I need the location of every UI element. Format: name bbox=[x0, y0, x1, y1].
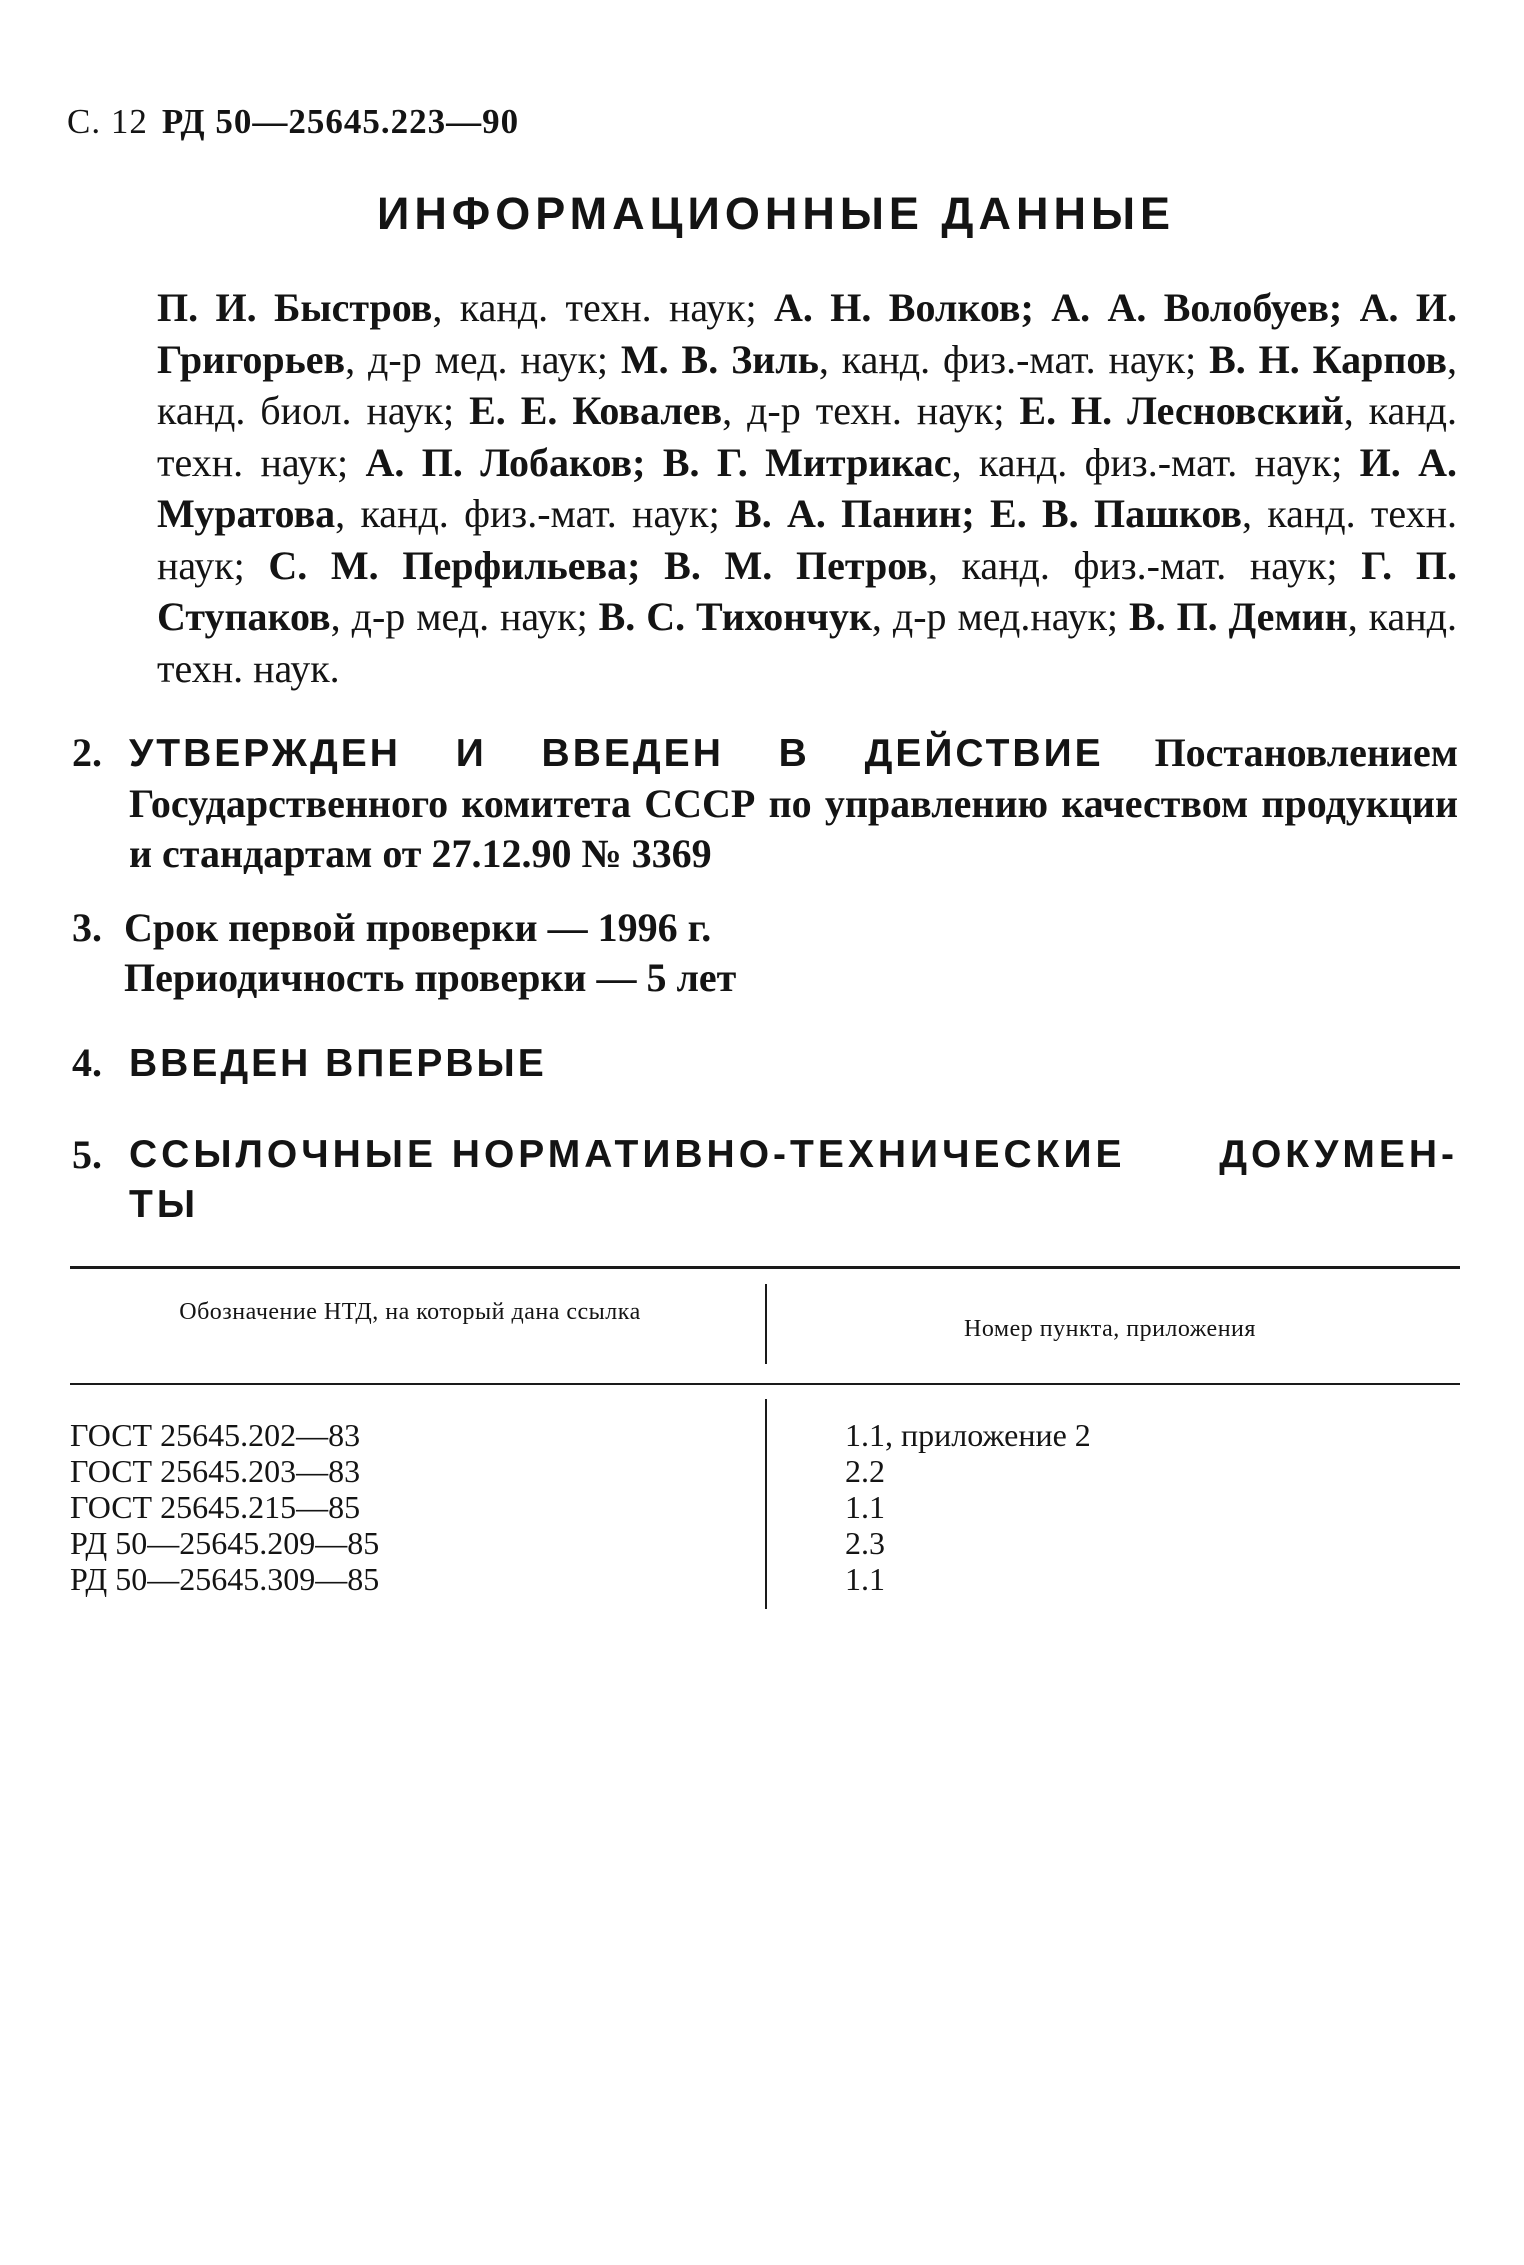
author-degree: , канд. физ.-мат. наук; bbox=[951, 439, 1360, 485]
heading-part: ССЫЛОЧНЫЕ НОРМАТИВНО-ТЕХНИЧЕСКИЕ bbox=[129, 1133, 1126, 1176]
author-name: Е. Н. Лесновский bbox=[1019, 388, 1344, 433]
author-name: Е. В. Пашков bbox=[990, 491, 1242, 536]
table-row bbox=[70, 1417, 1460, 1453]
table-row bbox=[70, 1525, 1460, 1561]
page-number: С. 12 bbox=[67, 102, 148, 141]
table-body bbox=[70, 1417, 1460, 1597]
clause-reference: 2.2 bbox=[845, 1453, 885, 1489]
document-designation: ГОСТ 25645.215—85 bbox=[70, 1489, 361, 1525]
clause-reference: 1.1 bbox=[845, 1561, 885, 1597]
document-code: РД 50—25645.223—90 bbox=[161, 102, 520, 141]
item-text: Постановлением Государственного комитета СССР по управлению качеством продукции и стандартам от 27.12.90 № 3369 bbox=[129, 730, 1458, 876]
author-degree: , канд. физ.-мат. наук; bbox=[927, 542, 1362, 588]
table-row bbox=[70, 1561, 1460, 1597]
item-number: 2. bbox=[72, 730, 102, 775]
author-degree: , канд. техн. наук; bbox=[157, 388, 1457, 485]
clause-reference: 1.1 bbox=[845, 1489, 885, 1525]
header-column-divider bbox=[765, 1284, 767, 1364]
author-name: Г. П. Ступаков bbox=[157, 542, 1457, 639]
item-heading bbox=[129, 1130, 1458, 1230]
heading-part: ДОКУМЕН- bbox=[1219, 1133, 1458, 1176]
author-name: Е. Е. Ковалев bbox=[469, 388, 723, 433]
clause-reference: 2.3 bbox=[845, 1525, 885, 1561]
author-name: А. А. Волобуев; bbox=[1051, 285, 1360, 330]
author-name: А. И. Григорьев bbox=[157, 285, 1457, 382]
author-degree: , канд. физ.-мат. наук; bbox=[818, 336, 1210, 382]
author-name: А. Н. Волков; bbox=[774, 285, 1052, 330]
document-designation: РД 50—25645.209—85 bbox=[70, 1525, 380, 1561]
review-period-line: Периодичность проверки — 5 лет bbox=[124, 955, 737, 1000]
item-number: 3. bbox=[72, 905, 102, 950]
table-row bbox=[70, 1489, 1460, 1525]
author-degree: , д-р мед.наук; bbox=[871, 594, 1129, 639]
item-body bbox=[129, 728, 1458, 879]
author-degree: , канд. техн. наук. bbox=[157, 594, 1457, 691]
page-title: ИНФОРМАЦИОННЫЕ ДАННЫЕ bbox=[376, 188, 1176, 239]
author-degree: , канд. биол. наук; bbox=[157, 336, 1457, 433]
author-degree: , канд. техн. наук; bbox=[432, 285, 775, 330]
item-heading: ВВЕДЕН ВПЕРВЫЕ bbox=[129, 1042, 547, 1085]
author-name: И. А. Муратова bbox=[157, 439, 1458, 536]
author-name: П. И. Быстров bbox=[157, 285, 433, 330]
header-bottom-rule bbox=[70, 1383, 1460, 1385]
document-designation: ГОСТ 25645.203—83 bbox=[70, 1453, 361, 1489]
item-number: 4. bbox=[72, 1040, 102, 1085]
first-review-line: Срок первой проверки — 1996 г. bbox=[124, 905, 712, 950]
author-name: А. П. Лобаков; bbox=[365, 439, 663, 485]
author-name: М. В. Зиль bbox=[620, 336, 819, 382]
author-name: В. Г. Митрикас bbox=[662, 439, 952, 485]
heading-part: ТЫ bbox=[129, 1183, 200, 1226]
item-heading: УТВЕРЖДЕН И ВВЕДЕН В ДЕЙСТВИЕ bbox=[129, 732, 1104, 775]
item-number: 5. bbox=[72, 1132, 102, 1177]
author-degree: , канд. физ.-мат. наук; bbox=[335, 491, 736, 536]
table-top-rule bbox=[70, 1266, 1460, 1269]
clause-reference: 1.1, приложение 2 bbox=[845, 1417, 1091, 1453]
author-name: В. П. Демин bbox=[1128, 594, 1348, 639]
column-header-clause: Номер пункта, приложения bbox=[964, 1316, 1256, 1342]
page-header bbox=[67, 102, 519, 142]
column-header-document: Обозначение НТД, на который дана ссылка bbox=[179, 1299, 641, 1325]
document-designation: РД 50—25645.309—85 bbox=[70, 1561, 380, 1597]
author-name: В. С. Тихончук bbox=[598, 594, 872, 639]
author-name: С. М. Перфильева; bbox=[268, 542, 665, 588]
author-name: В. Н. Карпов bbox=[1209, 336, 1447, 382]
document-designation: ГОСТ 25645.202—83 bbox=[70, 1417, 361, 1453]
item-body bbox=[129, 1038, 972, 1089]
table-row bbox=[70, 1453, 1460, 1489]
author-degree: , канд. техн. наук; bbox=[157, 491, 1458, 588]
item-body bbox=[124, 903, 972, 1003]
author-degree: , д-р мед. наук; bbox=[345, 336, 621, 382]
author-name: В. А. Панин; bbox=[735, 491, 991, 536]
author-degree: , д-р техн. наук; bbox=[722, 388, 1020, 433]
author-name: В. М. Петров bbox=[664, 542, 928, 588]
author-degree: , д-р мед. наук; bbox=[330, 594, 599, 639]
authors-paragraph bbox=[157, 282, 1457, 694]
